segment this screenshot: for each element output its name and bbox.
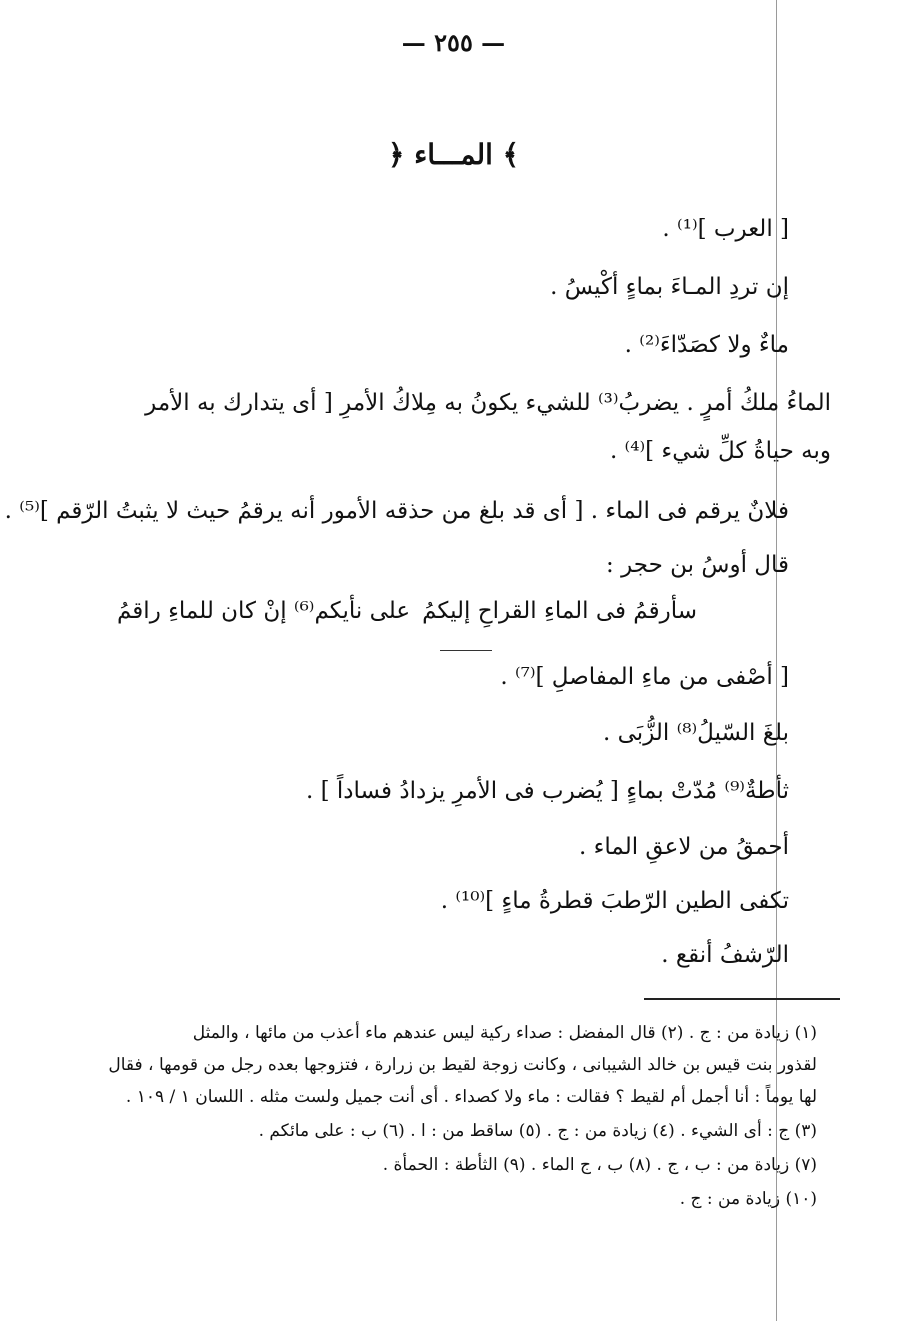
footnote-line: (٣) ج : أى الشيء . (٤) زيادة من : ج . (٥) ساقط من : ا . (٦) ب : على مائكم .	[258, 1121, 817, 1141]
verse-divider	[440, 650, 492, 651]
body-line: قال أوسُ بن حجر :	[606, 552, 789, 578]
footnote-line: (٧) زيادة من : ب ، ج . (٨) ب ، ج الماء . (٩) الثأطة : الحمأة .	[382, 1155, 817, 1175]
footnote-line: لها يوماً : أنا أجمل أم لقيط ؟ فقالت : ماء ولا كصداء . أى أنت جميل ولست مثله . اللسان ١ / ١٠٩ .	[125, 1087, 817, 1107]
body-line: فلانٌ يرقم فى الماء . [ أى قد بلغ من حذقه الأمور أنه يرقمُ حيث لا يثبتُ الرّقم ]⁽⁵⁾ .	[4, 498, 789, 524]
body-line: وبه حياةُ كلِّ شيء ]⁽⁴⁾ .	[609, 438, 831, 464]
body-line: ثأطةٌ⁽⁹⁾ مُدّتْ بماءٍ [ يُضرب فى الأمرِ يزدادُ فساداً ] .	[305, 778, 789, 804]
body-line: أحمقُ من لاعقِ الماء .	[578, 834, 789, 860]
verse-hemistich-second: على نأيكم⁽⁶⁾ إنْ كان للماءِ راقمُ	[117, 598, 411, 624]
poetry-verse	[117, 594, 697, 628]
section-title: ﴿ المـــاء ﴾	[387, 138, 520, 171]
body-line: إن تردِ المـاءَ بماءٍ أكْيسُ .	[550, 274, 789, 300]
verse-hemistich-first: سأرقمُ فى الماءِ القراحِ إليكمُ	[422, 598, 697, 624]
body-line: بلغَ السّيلُ⁽⁸⁾ الزُّبَى .	[603, 720, 789, 746]
footnote-line: (١٠) زيادة من : ج .	[679, 1189, 817, 1209]
page-number: — ٢٥٥ —	[401, 28, 506, 57]
footnote-line: لقذور بنت قيس بن خالد الشيبانى ، وكانت زوجة لقيط بن زرارة ، فتزوجها بعده رجل من قومها ، فقال	[108, 1055, 817, 1075]
footnote-separator	[644, 998, 840, 1000]
body-line: تكفى الطين الرّطبَ قطرةُ ماءٍ ]⁽¹⁰⁾ .	[440, 888, 789, 914]
body-line: [ العرب ]⁽¹⁾ .	[662, 216, 789, 242]
body-line: ماءٌ ولا كصَدّاءَ⁽²⁾ .	[624, 332, 789, 358]
footnote-line: (١) زيادة من : ج . (٢) قال المفضل : صداء ركية ليس عندهم ماء أعذب من مائها ، والمثل	[192, 1023, 817, 1043]
body-line: [ أصْفى من ماءِ المفاصلِ ]⁽⁷⁾ .	[500, 664, 789, 690]
body-line: الماءُ ملكُ أمرٍ . يضربُ⁽³⁾ للشيء يكونُ به مِلاكُ الأمرِ [ أى يتدارك به الأمر	[145, 390, 831, 416]
body-line: الرّشفُ أنقع .	[661, 942, 789, 968]
